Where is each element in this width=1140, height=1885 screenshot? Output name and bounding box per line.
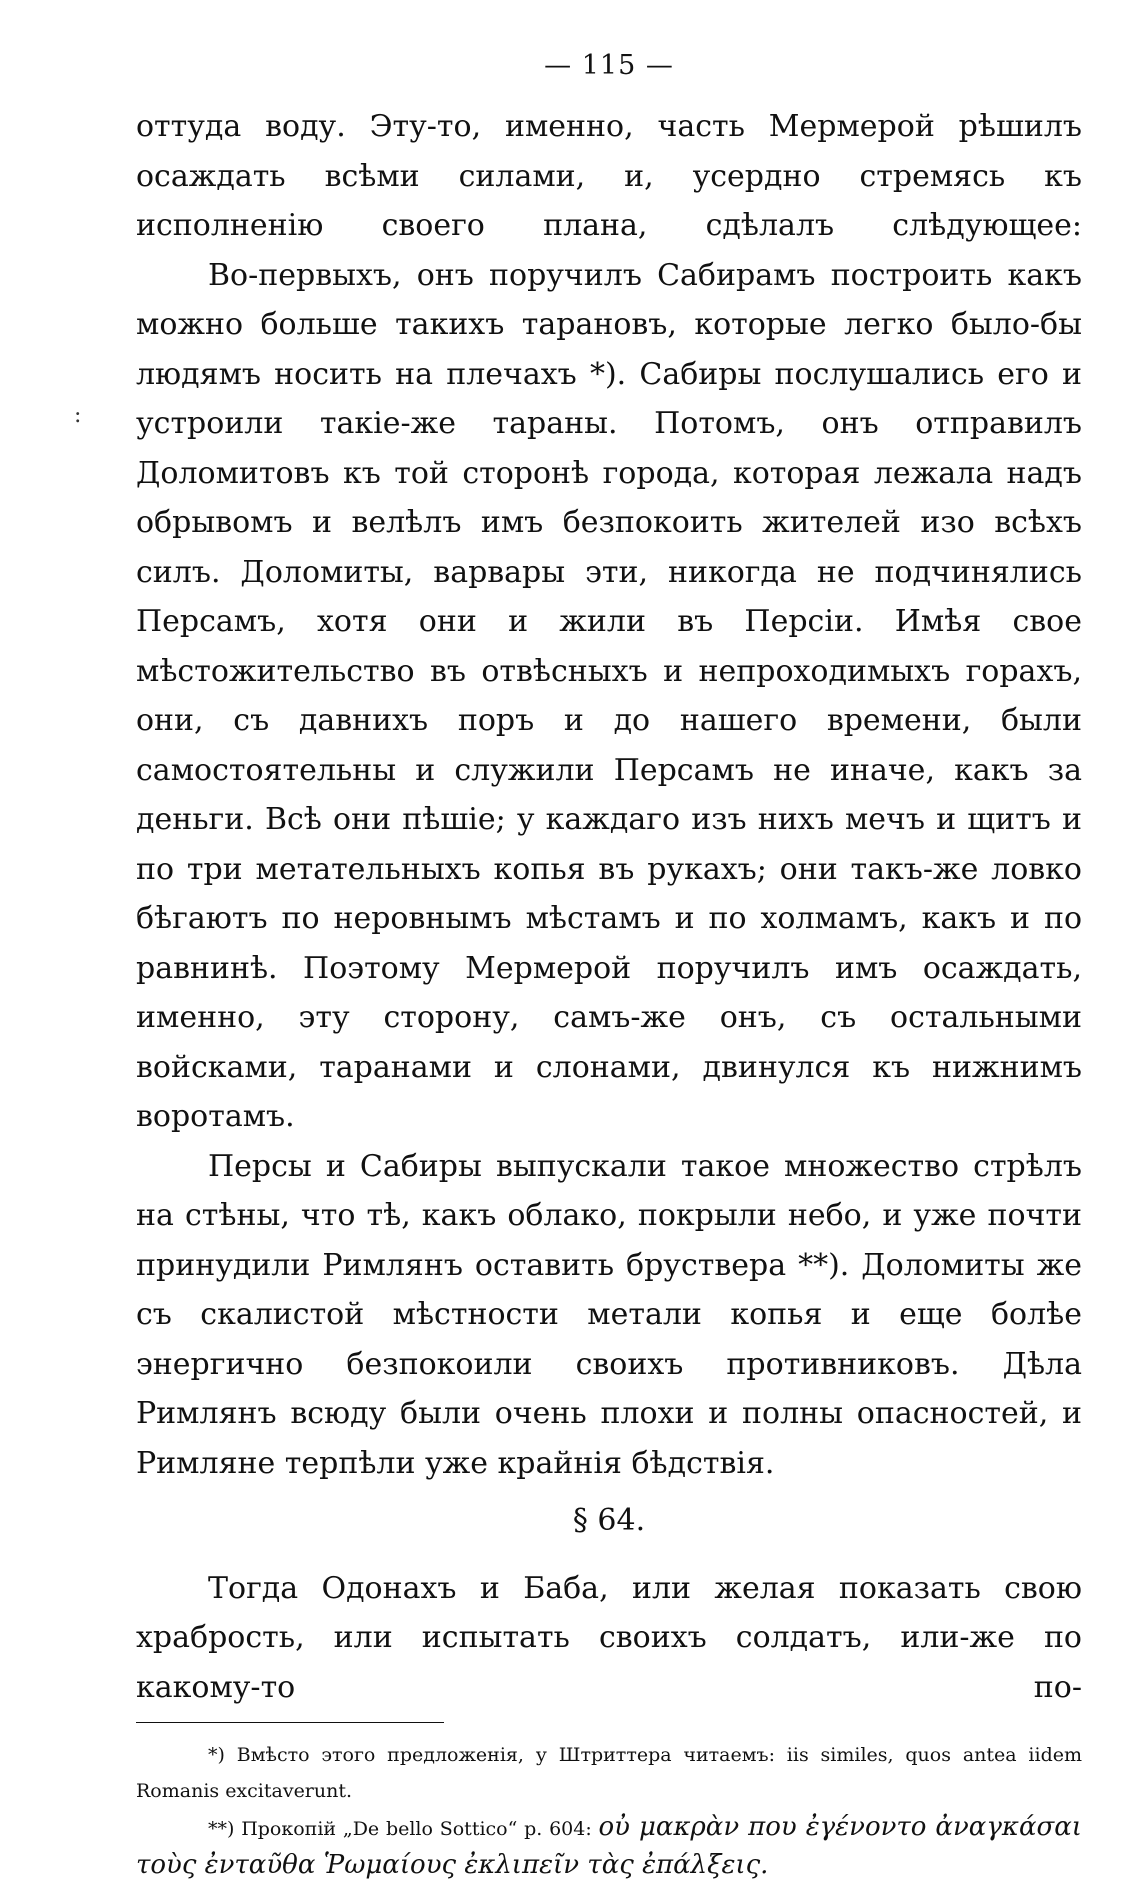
- footnote-divider: [136, 1722, 444, 1723]
- section-paragraph: Тогда Одонахъ и Баба, или желая показать свою храбрость, или испытать своихъ солдатъ, или-же по какому-то по-: [136, 1570, 1082, 1705]
- book-page: [136, 48, 1083, 1880]
- footnote-2-citation: **) Прокопій „De bello Sottico“ p. 604:: [208, 1818, 592, 1840]
- body-text: [136, 102, 1082, 1712]
- paragraph-1: оттуда воду. Эту-то, именно, часть Мермерой рѣшилъ осаждать всѣми силами, и, усердно стремясь къ исполненію своего плана, сдѣлалъ слѣдующее:: [136, 109, 1082, 243]
- margin-mark: :: [74, 403, 82, 428]
- section-heading: § 64.: [572, 1503, 646, 1538]
- footnotes: [136, 1737, 1082, 1885]
- footnote-1: *) Вмѣсто этого предложенія, у Штриттера читаемъ: iis similes, quos antea iidem Romanis excitaverunt.: [136, 1744, 1082, 1802]
- paragraph-2: Во-первыхъ, онъ поручилъ Сабирамъ построить какъ можно больше такихъ тарановъ, которые легко было-бы людямъ носить на плечахъ *). Сабиры послушались его и устроили такіе-же тараны. Потомъ, онъ отправилъ Доломитовъ къ той сторонѣ города, которая лежала надъ обрывомъ и велѣлъ имъ безпокоить жителей изо всѣхъ силъ. Доломиты, варвары эти, никогда не подчинялись Персамъ, хотя они и жили въ Персіи. Имѣя свое мѣстожительство въ отвѣсныхъ и непроходимыхъ горахъ, они, съ давнихъ поръ и до нашего времени, были самостоятельны и служили Персамъ не иначе, какъ за деньги. Всѣ они пѣшіе; у каждаго изъ нихъ мечъ и щитъ и по три метательныхъ копья въ рукахъ; они такъ-же ловко бѣгаютъ по неровнымъ мѣстамъ и по холмамъ, какъ и по равнинѣ. Поэтому Мермерой поручилъ имъ осаждать, именно, эту сторону, самъ-же онъ, съ остальными войсками, таранами и слонами, двинулся къ нижнимъ воротамъ.: [136, 257, 1082, 1134]
- page-number: — 115 —: [544, 50, 674, 81]
- paragraph-3: Персы и Сабиры выпускали такое множество стрѣлъ на стѣны, что тѣ, какъ облако, покрыли небо, и уже почти принудили Римлянъ оставить брустверa **). Доломиты же съ скалистой мѣстности метали копья и еще болѣе энергично безпокоили своихъ противниковъ. Дѣла Римлянъ всюду были очень плохи и полны опасностей, и Римляне терпѣли уже крайнія бѣдствія.: [136, 1148, 1082, 1481]
- footnote-2: [136, 1809, 1082, 1885]
- footnote-2-greek-quote: οὐ μακρὰν που ἐγένοντο ἀναγκάσαι τοὺς ἐνταῦθα Ῥωμαίους ἐκλιπεῖν τὰς ἐπάλξεις.: [136, 1812, 1083, 1880]
